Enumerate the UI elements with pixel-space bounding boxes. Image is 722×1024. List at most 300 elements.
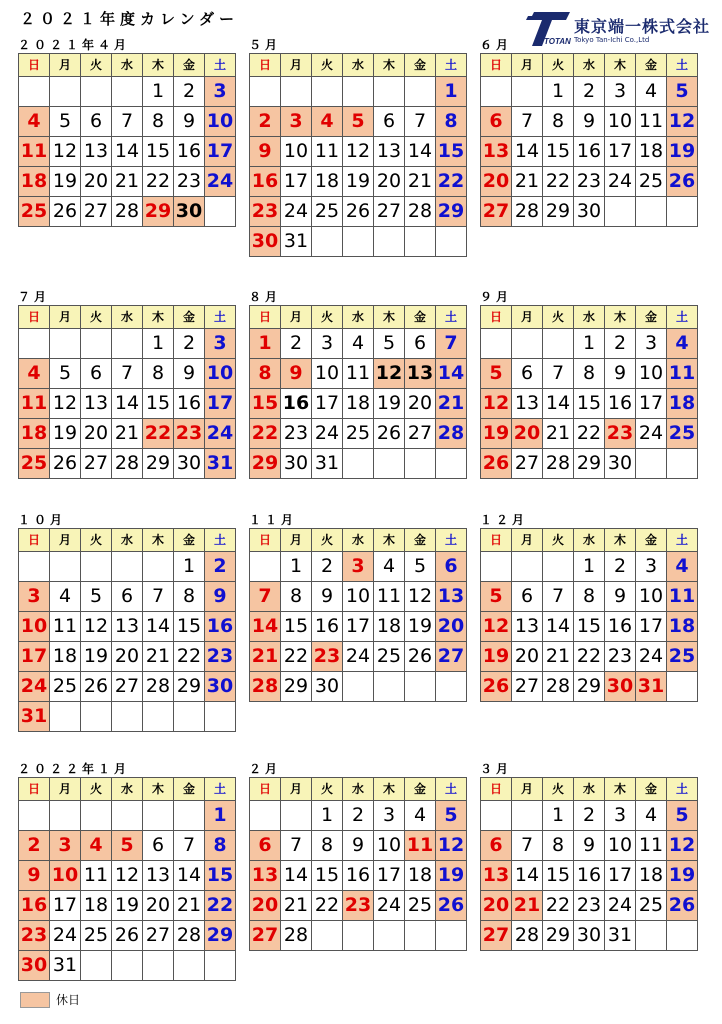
day-cell: 6 xyxy=(512,582,543,612)
day-cell: 4 xyxy=(667,552,698,582)
day-cell: 8 xyxy=(543,107,574,137)
day-cell: 22 xyxy=(174,642,205,672)
day-cell: 31 xyxy=(205,449,236,479)
day-cell: 11 xyxy=(636,831,667,861)
empty-cell xyxy=(19,552,50,582)
month-calendar xyxy=(480,762,698,951)
month-table xyxy=(249,528,467,702)
weekday-header: 金 xyxy=(174,529,205,552)
day-cell: 18 xyxy=(19,419,50,449)
day-cell: 8 xyxy=(205,831,236,861)
day-cell: 21 xyxy=(112,419,143,449)
day-cell: 23 xyxy=(250,197,281,227)
day-cell: 25 xyxy=(667,642,698,672)
day-cell: 18 xyxy=(636,137,667,167)
day-cell: 4 xyxy=(636,77,667,107)
day-cell: 19 xyxy=(50,167,81,197)
legend-holiday-swatch xyxy=(20,992,50,1008)
day-cell: 29 xyxy=(436,197,467,227)
day-cell: 12 xyxy=(667,107,698,137)
weekday-header: 日 xyxy=(19,778,50,801)
day-cell: 26 xyxy=(374,419,405,449)
day-cell: 30 xyxy=(19,951,50,981)
empty-cell xyxy=(112,702,143,732)
day-cell: 2 xyxy=(574,77,605,107)
day-cell: 21 xyxy=(543,419,574,449)
day-cell: 1 xyxy=(250,329,281,359)
day-cell: 26 xyxy=(405,642,436,672)
day-cell: 27 xyxy=(405,419,436,449)
day-cell: 10 xyxy=(374,831,405,861)
empty-cell xyxy=(605,197,636,227)
day-cell: 30 xyxy=(574,921,605,951)
day-cell: 22 xyxy=(281,642,312,672)
day-cell: 8 xyxy=(174,582,205,612)
month-calendar xyxy=(18,762,236,981)
empty-cell xyxy=(19,77,50,107)
day-cell: 10 xyxy=(343,582,374,612)
day-cell: 26 xyxy=(112,921,143,951)
day-cell: 19 xyxy=(50,419,81,449)
day-cell: 23 xyxy=(174,419,205,449)
day-cell: 27 xyxy=(436,642,467,672)
weekday-header: 水 xyxy=(574,54,605,77)
weekday-header: 火 xyxy=(543,54,574,77)
day-cell: 22 xyxy=(143,167,174,197)
weekday-header: 水 xyxy=(574,306,605,329)
day-cell: 28 xyxy=(112,449,143,479)
day-cell: 27 xyxy=(143,921,174,951)
empty-cell xyxy=(143,801,174,831)
day-cell: 21 xyxy=(436,389,467,419)
month-table xyxy=(18,777,236,981)
weekday-header: 木 xyxy=(143,54,174,77)
day-cell: 13 xyxy=(481,137,512,167)
empty-cell xyxy=(205,951,236,981)
day-cell: 28 xyxy=(250,672,281,702)
day-cell: 3 xyxy=(374,801,405,831)
day-cell: 21 xyxy=(512,167,543,197)
day-cell: 12 xyxy=(481,612,512,642)
day-cell: 14 xyxy=(512,137,543,167)
day-cell: 8 xyxy=(281,582,312,612)
empty-cell xyxy=(343,672,374,702)
day-cell: 16 xyxy=(312,612,343,642)
weekday-header: 火 xyxy=(312,54,343,77)
empty-cell xyxy=(112,329,143,359)
empty-cell xyxy=(543,329,574,359)
day-cell: 29 xyxy=(143,197,174,227)
day-cell: 31 xyxy=(605,921,636,951)
day-cell: 25 xyxy=(667,419,698,449)
day-cell: 11 xyxy=(374,582,405,612)
day-cell: 10 xyxy=(50,861,81,891)
day-cell: 13 xyxy=(512,612,543,642)
day-cell: 4 xyxy=(81,831,112,861)
weekday-header: 火 xyxy=(543,529,574,552)
day-cell: 24 xyxy=(374,891,405,921)
empty-cell xyxy=(405,227,436,257)
month-title: １１月 xyxy=(249,513,298,527)
weekday-header: 月 xyxy=(512,529,543,552)
day-cell: 13 xyxy=(81,389,112,419)
day-cell: 1 xyxy=(143,77,174,107)
weekday-header: 水 xyxy=(343,778,374,801)
day-cell: 30 xyxy=(312,672,343,702)
empty-cell xyxy=(81,951,112,981)
day-cell: 9 xyxy=(205,582,236,612)
month-calendar xyxy=(480,290,698,479)
weekday-header: 木 xyxy=(143,778,174,801)
empty-cell xyxy=(50,329,81,359)
empty-cell xyxy=(50,77,81,107)
day-cell: 1 xyxy=(543,801,574,831)
day-cell: 26 xyxy=(81,672,112,702)
day-cell: 3 xyxy=(312,329,343,359)
day-cell: 6 xyxy=(512,359,543,389)
day-cell: 6 xyxy=(481,831,512,861)
empty-cell xyxy=(481,801,512,831)
day-cell: 23 xyxy=(574,167,605,197)
empty-cell xyxy=(174,951,205,981)
weekday-header: 水 xyxy=(343,529,374,552)
day-cell: 3 xyxy=(205,329,236,359)
weekday-header: 日 xyxy=(481,306,512,329)
day-cell: 1 xyxy=(574,329,605,359)
day-cell: 11 xyxy=(50,612,81,642)
day-cell: 25 xyxy=(405,891,436,921)
weekday-header: 月 xyxy=(50,306,81,329)
weekday-header: 土 xyxy=(436,778,467,801)
day-cell: 27 xyxy=(112,672,143,702)
weekday-header: 日 xyxy=(250,529,281,552)
empty-cell xyxy=(436,921,467,951)
empty-cell xyxy=(312,77,343,107)
month-calendar xyxy=(249,290,467,479)
weekday-header: 土 xyxy=(667,778,698,801)
month-title: １２月 xyxy=(480,513,529,527)
day-cell: 23 xyxy=(281,419,312,449)
day-cell: 15 xyxy=(205,861,236,891)
day-cell: 17 xyxy=(374,861,405,891)
empty-cell xyxy=(143,702,174,732)
day-cell: 11 xyxy=(312,137,343,167)
day-cell: 21 xyxy=(281,891,312,921)
day-cell: 15 xyxy=(312,861,343,891)
day-cell: 17 xyxy=(605,861,636,891)
day-cell: 21 xyxy=(543,642,574,672)
day-cell: 3 xyxy=(19,582,50,612)
day-cell: 2 xyxy=(19,831,50,861)
empty-cell xyxy=(636,921,667,951)
day-cell: 12 xyxy=(374,359,405,389)
day-cell: 28 xyxy=(143,672,174,702)
weekday-header: 水 xyxy=(112,306,143,329)
empty-cell xyxy=(81,329,112,359)
empty-cell xyxy=(481,552,512,582)
day-cell: 15 xyxy=(143,137,174,167)
weekday-header: 木 xyxy=(374,778,405,801)
day-cell: 4 xyxy=(374,552,405,582)
day-cell: 18 xyxy=(405,861,436,891)
empty-cell xyxy=(281,801,312,831)
day-cell: 16 xyxy=(174,137,205,167)
company-name-jp: 東京端一株式会社 xyxy=(574,17,711,36)
day-cell: 5 xyxy=(481,359,512,389)
weekday-header: 木 xyxy=(374,529,405,552)
weekday-header: 金 xyxy=(636,778,667,801)
day-cell: 11 xyxy=(667,359,698,389)
day-cell: 22 xyxy=(436,167,467,197)
day-cell: 18 xyxy=(667,612,698,642)
day-cell: 9 xyxy=(605,359,636,389)
day-cell: 2 xyxy=(174,329,205,359)
day-cell: 1 xyxy=(281,552,312,582)
weekday-header: 火 xyxy=(312,778,343,801)
day-cell: 11 xyxy=(343,359,374,389)
day-cell: 16 xyxy=(250,167,281,197)
day-cell: 9 xyxy=(574,831,605,861)
day-cell: 18 xyxy=(312,167,343,197)
empty-cell xyxy=(19,801,50,831)
day-cell: 14 xyxy=(250,612,281,642)
weekday-header: 木 xyxy=(374,54,405,77)
day-cell: 22 xyxy=(543,167,574,197)
weekday-header: 木 xyxy=(143,529,174,552)
weekday-header: 金 xyxy=(174,778,205,801)
empty-cell xyxy=(667,449,698,479)
month-calendar xyxy=(249,762,467,951)
month-title: ３月 xyxy=(480,762,513,776)
day-cell: 31 xyxy=(636,672,667,702)
day-cell: 12 xyxy=(81,612,112,642)
day-cell: 12 xyxy=(343,137,374,167)
empty-cell xyxy=(50,702,81,732)
day-cell: 16 xyxy=(19,891,50,921)
day-cell: 23 xyxy=(343,891,374,921)
day-cell: 10 xyxy=(605,831,636,861)
day-cell: 7 xyxy=(512,107,543,137)
weekday-header: 金 xyxy=(636,306,667,329)
empty-cell xyxy=(205,702,236,732)
day-cell: 19 xyxy=(405,612,436,642)
day-cell: 18 xyxy=(343,389,374,419)
day-cell: 23 xyxy=(205,642,236,672)
empty-cell xyxy=(81,702,112,732)
day-cell: 8 xyxy=(574,582,605,612)
weekday-header: 土 xyxy=(436,529,467,552)
day-cell: 16 xyxy=(605,612,636,642)
day-cell: 19 xyxy=(667,137,698,167)
month-table xyxy=(249,53,467,257)
weekday-header: 日 xyxy=(19,54,50,77)
weekday-header: 火 xyxy=(312,529,343,552)
day-cell: 17 xyxy=(50,891,81,921)
day-cell: 19 xyxy=(667,861,698,891)
day-cell: 25 xyxy=(343,419,374,449)
day-cell: 2 xyxy=(205,552,236,582)
day-cell: 1 xyxy=(174,552,205,582)
empty-cell xyxy=(312,227,343,257)
day-cell: 7 xyxy=(543,582,574,612)
weekday-header: 月 xyxy=(50,54,81,77)
day-cell: 26 xyxy=(436,891,467,921)
weekday-header: 水 xyxy=(112,529,143,552)
day-cell: 28 xyxy=(512,921,543,951)
day-cell: 20 xyxy=(481,891,512,921)
day-cell: 26 xyxy=(481,672,512,702)
month-table xyxy=(249,777,467,951)
weekday-header: 土 xyxy=(667,306,698,329)
day-cell: 12 xyxy=(436,831,467,861)
day-cell: 31 xyxy=(50,951,81,981)
day-cell: 26 xyxy=(50,197,81,227)
empty-cell xyxy=(281,77,312,107)
empty-cell xyxy=(143,552,174,582)
day-cell: 16 xyxy=(574,137,605,167)
day-cell: 15 xyxy=(543,861,574,891)
day-cell: 10 xyxy=(605,107,636,137)
weekday-header: 日 xyxy=(481,529,512,552)
day-cell: 4 xyxy=(405,801,436,831)
day-cell: 30 xyxy=(174,449,205,479)
day-cell: 31 xyxy=(19,702,50,732)
day-cell: 13 xyxy=(250,861,281,891)
day-cell: 8 xyxy=(143,107,174,137)
day-cell: 29 xyxy=(574,672,605,702)
day-cell: 21 xyxy=(405,167,436,197)
day-cell: 28 xyxy=(174,921,205,951)
day-cell: 25 xyxy=(50,672,81,702)
weekday-header: 水 xyxy=(343,306,374,329)
weekday-header: 水 xyxy=(574,529,605,552)
weekday-header: 金 xyxy=(405,778,436,801)
day-cell: 6 xyxy=(250,831,281,861)
day-cell: 30 xyxy=(605,672,636,702)
day-cell: 30 xyxy=(205,672,236,702)
month-title: ２０２１年４月 xyxy=(18,38,131,52)
day-cell: 29 xyxy=(174,672,205,702)
day-cell: 20 xyxy=(250,891,281,921)
day-cell: 9 xyxy=(19,861,50,891)
day-cell: 12 xyxy=(481,389,512,419)
day-cell: 9 xyxy=(281,359,312,389)
empty-cell xyxy=(512,801,543,831)
day-cell: 13 xyxy=(405,359,436,389)
empty-cell xyxy=(667,672,698,702)
day-cell: 14 xyxy=(512,861,543,891)
day-cell: 2 xyxy=(343,801,374,831)
month-table xyxy=(18,305,236,479)
day-cell: 25 xyxy=(19,197,50,227)
day-cell: 25 xyxy=(19,449,50,479)
weekday-header: 土 xyxy=(205,778,236,801)
day-cell: 27 xyxy=(374,197,405,227)
day-cell: 6 xyxy=(81,359,112,389)
empty-cell xyxy=(205,197,236,227)
month-title: ９月 xyxy=(480,290,513,304)
day-cell: 20 xyxy=(374,167,405,197)
day-cell: 12 xyxy=(50,137,81,167)
weekday-header: 土 xyxy=(205,54,236,77)
day-cell: 3 xyxy=(636,552,667,582)
weekday-header: 水 xyxy=(343,54,374,77)
day-cell: 28 xyxy=(512,197,543,227)
day-cell: 8 xyxy=(312,831,343,861)
empty-cell xyxy=(112,552,143,582)
day-cell: 22 xyxy=(250,419,281,449)
empty-cell xyxy=(50,552,81,582)
empty-cell xyxy=(343,921,374,951)
weekday-header: 日 xyxy=(19,306,50,329)
day-cell: 10 xyxy=(636,359,667,389)
day-cell: 2 xyxy=(605,329,636,359)
day-cell: 29 xyxy=(543,921,574,951)
day-cell: 24 xyxy=(636,642,667,672)
day-cell: 7 xyxy=(281,831,312,861)
day-cell: 15 xyxy=(143,389,174,419)
empty-cell xyxy=(112,801,143,831)
weekday-header: 日 xyxy=(250,306,281,329)
day-cell: 1 xyxy=(543,77,574,107)
weekday-header: 土 xyxy=(205,306,236,329)
weekday-header: 金 xyxy=(405,529,436,552)
empty-cell xyxy=(667,197,698,227)
day-cell: 27 xyxy=(481,921,512,951)
day-cell: 23 xyxy=(574,891,605,921)
day-cell: 8 xyxy=(543,831,574,861)
day-cell: 12 xyxy=(405,582,436,612)
day-cell: 20 xyxy=(81,167,112,197)
day-cell: 12 xyxy=(667,831,698,861)
day-cell: 1 xyxy=(143,329,174,359)
day-cell: 17 xyxy=(343,612,374,642)
day-cell: 30 xyxy=(250,227,281,257)
empty-cell xyxy=(667,921,698,951)
day-cell: 16 xyxy=(205,612,236,642)
day-cell: 27 xyxy=(512,449,543,479)
weekday-header: 木 xyxy=(605,54,636,77)
day-cell: 18 xyxy=(19,167,50,197)
weekday-header: 火 xyxy=(81,54,112,77)
day-cell: 21 xyxy=(143,642,174,672)
day-cell: 19 xyxy=(374,389,405,419)
weekday-header: 金 xyxy=(405,306,436,329)
legend-label: 休日 xyxy=(56,993,81,1007)
day-cell: 17 xyxy=(312,389,343,419)
day-cell: 14 xyxy=(143,612,174,642)
day-cell: 24 xyxy=(636,419,667,449)
day-cell: 2 xyxy=(605,552,636,582)
day-cell: 19 xyxy=(81,642,112,672)
weekday-header: 月 xyxy=(512,778,543,801)
day-cell: 5 xyxy=(481,582,512,612)
day-cell: 9 xyxy=(174,107,205,137)
day-cell: 7 xyxy=(512,831,543,861)
day-cell: 5 xyxy=(405,552,436,582)
weekday-header: 木 xyxy=(605,778,636,801)
day-cell: 14 xyxy=(112,137,143,167)
empty-cell xyxy=(512,77,543,107)
day-cell: 17 xyxy=(605,137,636,167)
day-cell: 9 xyxy=(343,831,374,861)
logo-mark-text: TOTAN xyxy=(544,37,571,46)
day-cell: 21 xyxy=(512,891,543,921)
month-calendar xyxy=(480,38,698,227)
empty-cell xyxy=(481,329,512,359)
day-cell: 6 xyxy=(112,582,143,612)
day-cell: 20 xyxy=(481,167,512,197)
